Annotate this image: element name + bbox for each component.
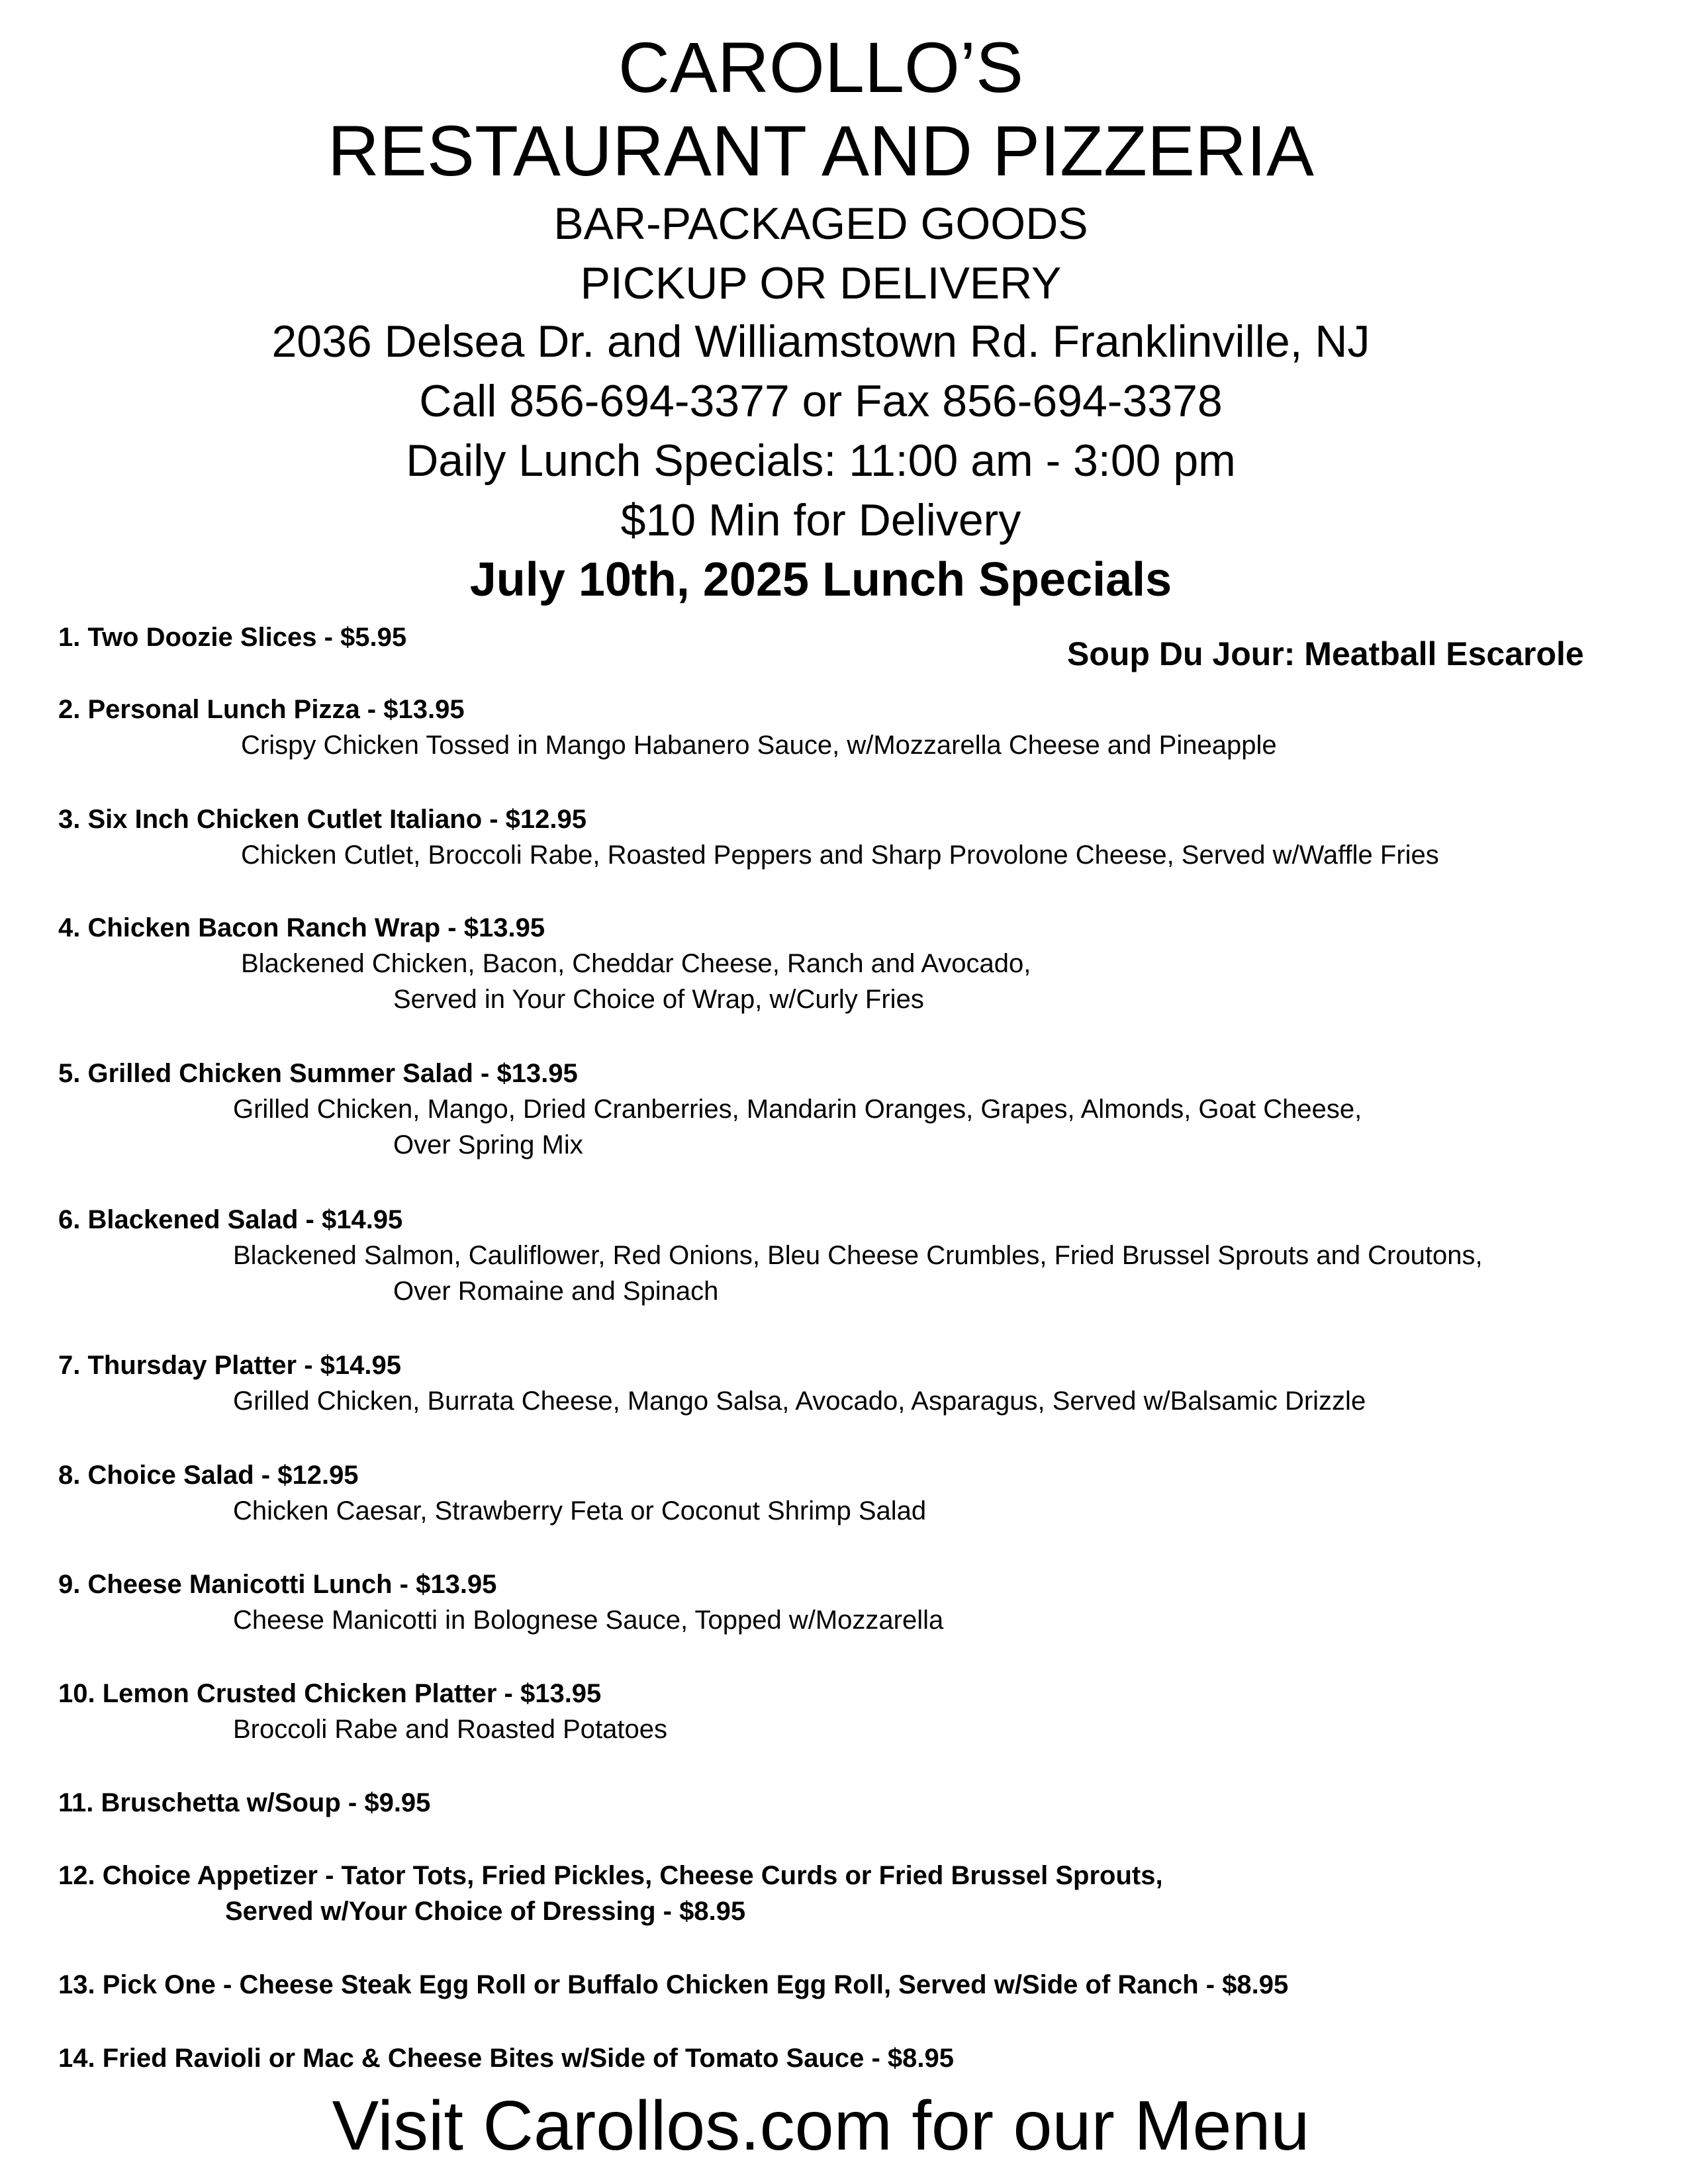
menu-item-title: 10. Lemon Crusted Chicken Platter - $13.95 [58,1679,602,1708]
delivery-minimum: $10 Min for Delivery [620,495,1021,545]
phone-fax: Call 856-694-3377 or Fax 856-694-3378 [419,376,1223,426]
menu-item [58,1457,926,1529]
menu-item [58,1676,667,1747]
menu-item-description: Chicken Cutlet, Broccoli Rabe, Roasted Peppers and Sharp Provolone Cheese, Served w/Waffle Fries [241,841,1439,870]
menu-item-description: Grilled Chicken, Burrata Cheese, Mango Salsa, Avocado, Asparagus, Served w/Balsamic Drizzle [233,1387,1366,1416]
menu-item-description: Cheese Manicotti in Bolognese Sauce, Topped w/Mozzarella [233,1606,944,1635]
menu-item-description: Grilled Chicken, Mango, Dried Cranberries, Mandarin Oranges, Grapes, Almonds, Goat Cheese, [233,1095,1362,1124]
menu-item-title: 9. Cheese Manicotti Lunch - $13.95 [58,1570,497,1599]
menu-item [58,2040,954,2076]
restaurant-name: CAROLLO’S [618,27,1024,107]
menu-item-description: Chicken Caesar, Strawberry Feta or Coconut Shrimp Salad [233,1496,927,1525]
soup-du-jour: Soup Du Jour: Meatball Escarole [1067,635,1584,672]
menu-item-title: 2. Personal Lunch Pizza - $13.95 [58,695,465,724]
menu-item-description: Broccoli Rabe and Roasted Potatoes [233,1715,667,1744]
menu-item [58,1202,1483,1309]
menu-item [58,1567,943,1638]
menu-item [58,692,1277,763]
menu-item-title: 12. Choice Appetizer - Tator Tots, Fried Pickles, Cheese Curds or Fried Brussel Sprouts, [58,1861,1163,1890]
menu-item-title: 1. Two Doozie Slices - $5.95 [58,623,407,652]
website-footer: Visit Carollos.com for our Menu [332,2087,1310,2165]
menu-item-title: 8. Choice Salad - $12.95 [58,1461,359,1490]
menu-item [58,1967,1288,2003]
menu-item [58,910,1031,1017]
menu-item [58,619,406,655]
menu-item-description: Crispy Chicken Tossed in Mango Habanero Sauce, w/Mozzarella Cheese and Pineapple [241,731,1277,760]
lunch-hours: Daily Lunch Specials: 11:00 am - 3:00 pm [406,435,1236,486]
specials-date-title: July 10th, 2025 Lunch Specials [469,553,1172,606]
menu-item-title: 7. Thursday Platter - $14.95 [58,1351,402,1380]
menu-item-title: 11. Bruschetta w/Soup - $9.95 [58,1788,431,1817]
menu-item-title: 3. Six Inch Chicken Cutlet Italiano - $12.95 [58,805,587,834]
pickup-delivery-line: PICKUP OR DELIVERY [580,258,1062,308]
services-line: BAR-PACKAGED GOODS [553,199,1088,249]
menu-item-description-cont: Over Spring Mix [393,1130,583,1160]
restaurant-subtitle: RESTAURANT AND PIZZERIA [327,111,1315,191]
menu-item-description-cont: Over Romaine and Spinach [393,1277,719,1306]
menu-item-title: 14. Fried Ravioli or Mac & Cheese Bites w/Side of Tomato Sauce - $8.95 [58,2044,955,2073]
menu-item [58,1056,1362,1163]
menu-item-description-cont: Served in Your Choice of Wrap, w/Curly Fries [393,985,924,1014]
address: 2036 Delsea Dr. and Williamstown Rd. Franklinville, NJ [271,316,1370,367]
menu-item [58,1347,1366,1419]
menu-item-title-cont: Served w/Your Choice of Dressing - $8.95 [225,1897,746,1926]
menu-item-title: 6. Blackened Salad - $14.95 [58,1205,403,1234]
menu-item-description: Blackened Salmon, Cauliflower, Red Onions, Bleu Cheese Crumbles, Fried Brussel Sprouts and Croutons, [233,1241,1483,1270]
menu-item [58,801,1439,873]
menu-item-title: 13. Pick One - Cheese Steak Egg Roll or Buffalo Chicken Egg Roll, Served w/Side of Ranch - $8.95 [58,1970,1289,1999]
menu-item [58,1858,1163,1929]
menu-item-title: 4. Chicken Bacon Ranch Wrap - $13.95 [58,913,545,942]
menu-item [58,1785,430,1821]
menu-item-description: Blackened Chicken, Bacon, Cheddar Cheese, Ranch and Avocado, [241,949,1031,978]
menu-item-title: 5. Grilled Chicken Summer Salad - $13.95 [58,1059,578,1088]
